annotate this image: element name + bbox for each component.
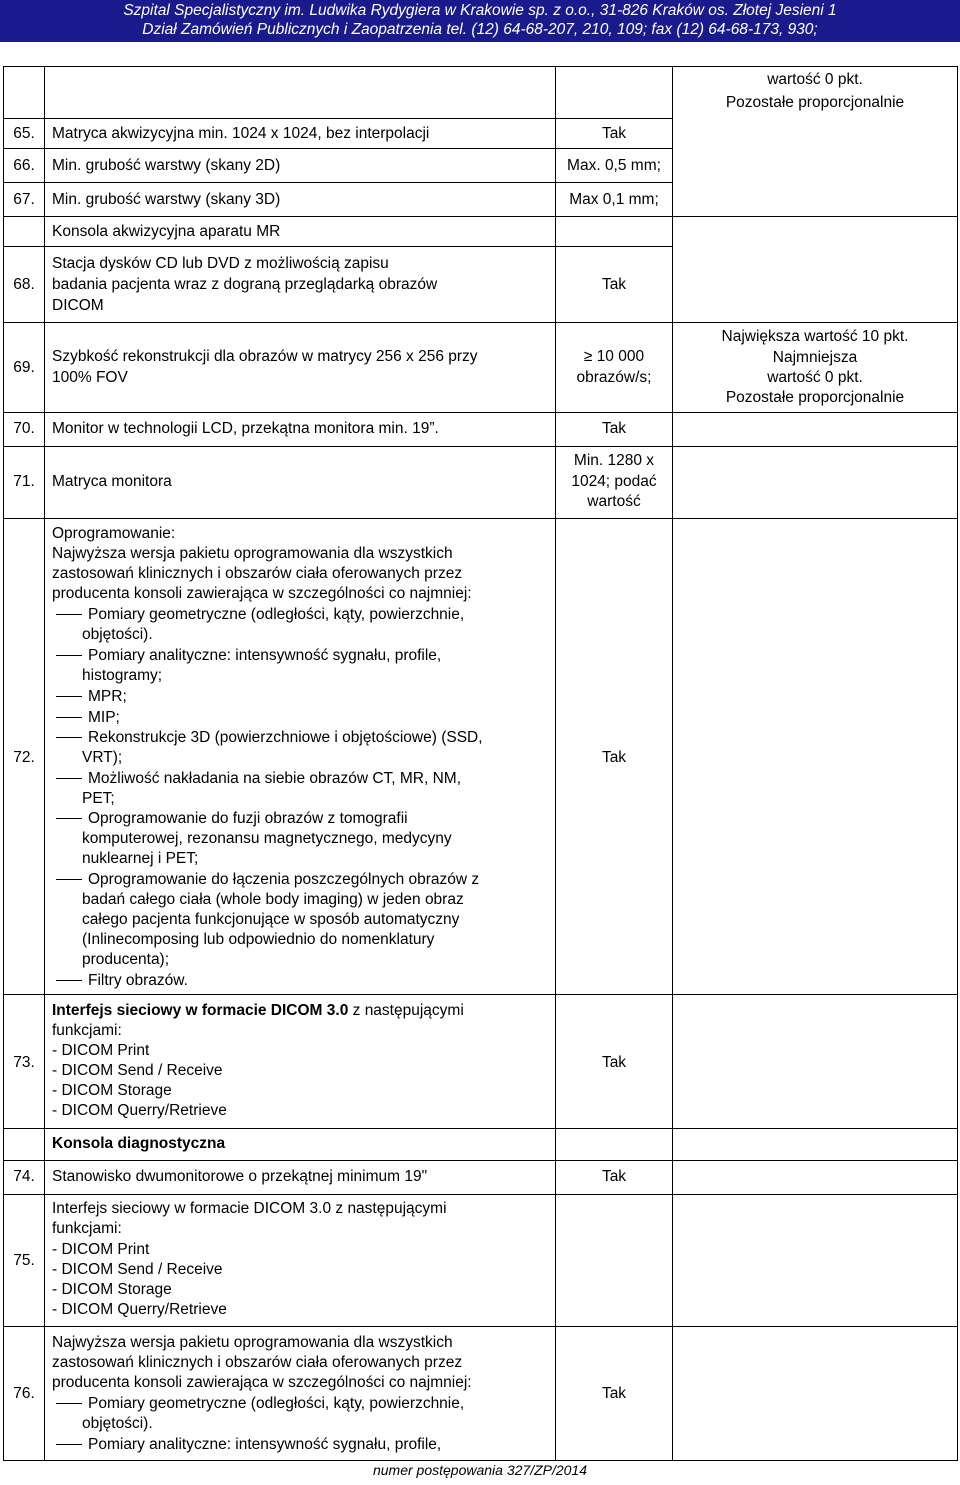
row-number: 69. (13, 359, 35, 376)
list-item-cont: producenta); (82, 951, 170, 968)
list-item-cont: histogramy; (82, 667, 163, 684)
dash-bullet (56, 614, 82, 615)
list-item: Oprogramowanie do łączenia poszczególnych obrazów z (52, 870, 479, 890)
row-description: Najwyższa wersja pakietu oprogramowania dla wszystkich (52, 1334, 453, 1351)
row-line (3, 1128, 958, 1129)
row-description: Oprogramowanie: (52, 525, 176, 542)
row-description: Monitor w technologii LCD, przekątna monitora min. 19”. (52, 420, 439, 437)
row-value: Min. 1280 x (573, 452, 655, 469)
row-description: badania pacjenta wraz z dograną przeglądarką obrazów (52, 276, 438, 293)
list-item: Filtry obrazów. (52, 971, 188, 991)
dash-bullet (56, 980, 82, 981)
footer-reference: numer postępowania 327/ZP/2014 (372, 1462, 588, 1478)
score-text: Najmniejsza (772, 349, 858, 366)
row-description: DICOM (52, 297, 104, 314)
list-item-cont: objętości). (82, 626, 153, 643)
section-heading: Konsola akwizycyjna aparatu MR (52, 223, 281, 240)
dash-bullet (56, 717, 82, 718)
score-text: Pozostałe proporcjonalnie (725, 94, 905, 111)
row-number: 73. (13, 1054, 35, 1071)
section-heading: Konsola diagnostyczna (52, 1135, 226, 1152)
score-text: wartość 0 pkt. (767, 71, 863, 88)
list-item-cont: całego pacjenta funkcjonujące w sposób automatyczny (82, 911, 460, 928)
row-number: 68. (13, 276, 35, 293)
list-item-cont: komputerowej, rezonansu magnetycznego, medycyny (82, 830, 452, 847)
row-value: Tak (601, 1054, 627, 1071)
row-description: - DICOM Print (52, 1241, 150, 1258)
row-description: zastosowań klinicznych i obszarów ciała oferowanych przez (52, 565, 463, 582)
row-number: 74. (13, 1168, 35, 1185)
row-line (3, 1326, 958, 1327)
row-description: Szybkość rekonstrukcji dla obrazów w matrycy 256 x 256 przy (52, 348, 478, 365)
row-description: funkcjami: (52, 1022, 122, 1039)
list-item: Rekonstrukcje 3D (powierzchniowe i objętościowe) (SSD, (52, 728, 483, 748)
list-item: Pomiary analityczne: intensywność sygnału, profile, (52, 1435, 441, 1455)
row-description: 100% FOV (52, 369, 128, 386)
row-description: - DICOM Querry/Retrieve (52, 1102, 227, 1119)
list-item-cont: objętości). (82, 1415, 153, 1432)
row-value: Tak (601, 1385, 627, 1402)
row-description: zastosowań klinicznych i obszarów ciała oferowanych przez (52, 1354, 463, 1371)
row-line (3, 246, 673, 247)
dash-bullet (56, 655, 82, 656)
row-number: 71. (13, 473, 35, 490)
list-item: Pomiary geometryczne (odległości, kąty, powierzchnie, (52, 1394, 464, 1414)
row-value: ≥ 10 000 (583, 348, 645, 365)
row-description: - DICOM Querry/Retrieve (52, 1301, 227, 1318)
row-line (3, 118, 673, 119)
row-line (3, 412, 958, 413)
row-description: producenta konsoli zawierająca w szczególności co najmniej: (52, 585, 472, 602)
row-description: Najwyższa wersja pakietu oprogramowania dla wszystkich (52, 545, 453, 562)
row-line (3, 994, 958, 995)
header-line-1: Szpital Specjalistyczny im. Ludwika Rydygiera w Krakowie sp. z o.o., 31-826 Kraków os. Złotej Jesieni 1 (123, 2, 837, 19)
row-line (3, 446, 958, 447)
list-item-cont: nuklearnej i PET; (82, 850, 199, 867)
row-description: - DICOM Send / Receive (52, 1261, 223, 1278)
row-value: 1024; podać (571, 473, 657, 490)
row-line (3, 216, 958, 217)
row-number: 76. (13, 1385, 35, 1402)
row-line (3, 1160, 958, 1161)
list-item: MPR; (52, 687, 127, 707)
dash-bullet (56, 778, 82, 779)
row-line (3, 1194, 958, 1195)
row-description: producenta konsoli zawierająca w szczególności co najmniej: (52, 1374, 472, 1391)
row-line (3, 518, 958, 519)
dash-bullet (56, 1403, 82, 1404)
row-description: Interfejs sieciowy w formacie DICOM 3.0 z następującymi (52, 1200, 447, 1217)
row-description: Stanowisko dwumonitorowe o przekątnej minimum 19" (52, 1168, 428, 1185)
list-item-cont: PET; (82, 790, 115, 807)
list-item: MIP; (52, 708, 120, 728)
row-value: Tak (601, 276, 627, 293)
list-item-cont: (Inlinecomposing lub odpowiednio do nomenklatury (82, 931, 435, 948)
list-item-cont: VRT); (82, 749, 123, 766)
row-description: Min. grubość warstwy (skany 3D) (52, 191, 281, 208)
row-number: 75. (13, 1252, 35, 1269)
list-item: Możliwość nakładania na siebie obrazów CT, MR, NM, (52, 769, 461, 789)
row-line (3, 322, 958, 323)
table-border-right (957, 66, 958, 1461)
row-number: 70. (13, 420, 35, 437)
dash-bullet (56, 737, 82, 738)
row-description: - DICOM Send / Receive (52, 1062, 223, 1079)
row-number: 65. (13, 125, 35, 142)
row-number: 72. (13, 749, 35, 766)
score-text: Pozostałe proporcjonalnie (725, 389, 905, 406)
list-item: Pomiary analityczne: intensywność sygnału, profile, (52, 646, 441, 666)
score-text: wartość 0 pkt. (767, 369, 863, 386)
dash-bullet (56, 818, 82, 819)
row-line (3, 148, 673, 149)
dash-bullet (56, 696, 82, 697)
col-divider-1 (44, 66, 45, 1461)
list-item: Oprogramowanie do fuzji obrazów z tomografii (52, 809, 408, 829)
header-line-2: Dział Zamówień Publicznych i Zaopatrzenia tel. (12) 64-68-207, 210, 109; fax (12) 64-68-173, 930; (142, 21, 818, 38)
row-value: wartość (587, 493, 641, 510)
row-description: Stacja dysków CD lub DVD z możliwością zapisu (52, 255, 389, 272)
score-text: Największa wartość 10 pkt. (721, 328, 909, 345)
row-description: Min. grubość warstwy (skany 2D) (52, 157, 281, 174)
list-item-cont: badań całego ciała (whole body imaging) w jeden obraz (82, 891, 464, 908)
row-value: Tak (601, 125, 627, 142)
list-item: Pomiary geometryczne (odległości, kąty, powierzchnie, (52, 605, 464, 625)
row-line (3, 182, 673, 183)
dash-bullet (56, 879, 82, 880)
row-description: Interfejs sieciowy w formacie DICOM 3.0 z następującymi (52, 1002, 464, 1019)
row-value: obrazów/s; (576, 369, 652, 386)
row-description: - DICOM Print (52, 1042, 150, 1059)
row-value: Max. 0,5 mm; (567, 157, 661, 174)
dash-bullet (56, 1444, 82, 1445)
col-divider-3 (672, 66, 673, 1461)
row-description: Matryca akwizycyjna min. 1024 x 1024, bez interpolacji (52, 125, 430, 142)
row-value: Max 0,1 mm; (569, 191, 659, 208)
row-value: Tak (601, 420, 627, 437)
row-number: 67. (13, 191, 35, 208)
row-value: Tak (601, 1168, 627, 1185)
row-description: - DICOM Storage (52, 1281, 172, 1298)
row-line (3, 1460, 958, 1461)
row-number: 66. (13, 157, 35, 174)
row-description: Matryca monitora (52, 473, 172, 490)
row-line (3, 66, 958, 67)
row-description: funkcjami: (52, 1220, 122, 1237)
row-value: Tak (601, 749, 627, 766)
row-description: - DICOM Storage (52, 1082, 172, 1099)
